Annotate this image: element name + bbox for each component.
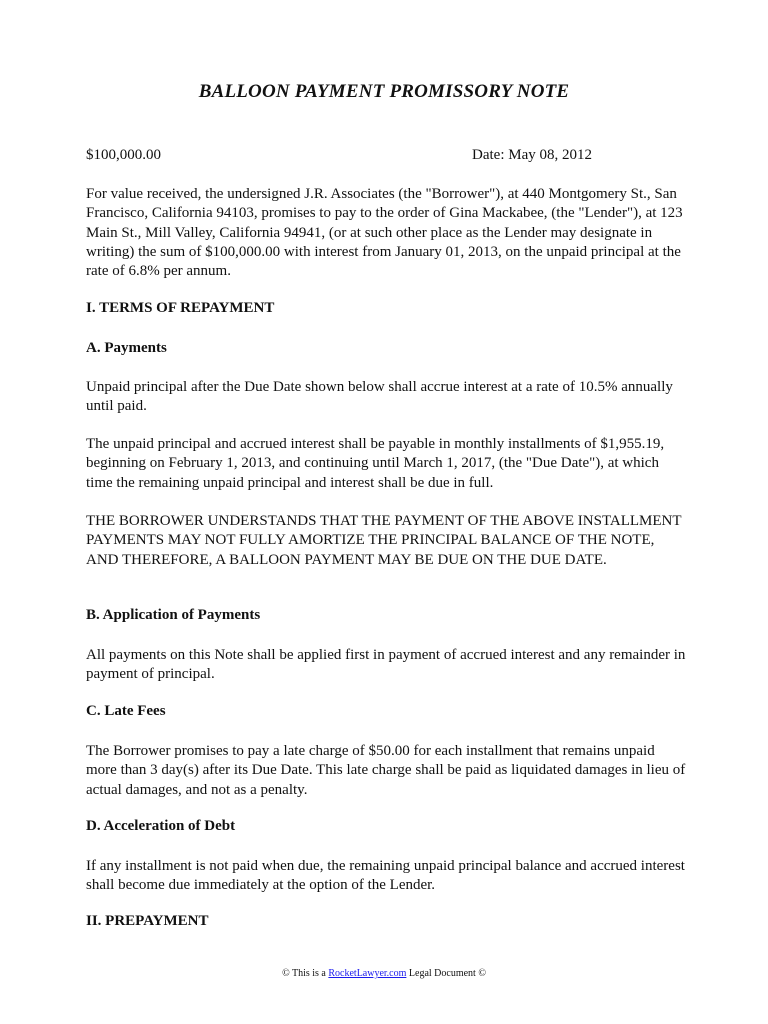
footer	[0, 968, 768, 979]
section-prepayment-heading: II. PREPAYMENT	[86, 913, 209, 929]
late-fees-heading: C. Late Fees	[86, 703, 166, 719]
document-date: Date: May 08, 2012	[472, 147, 592, 163]
balloon-warning-paragraph: THE BORROWER UNDERSTANDS THAT THE PAYMENT OF THE ABOVE INSTALLMENT PAYMENTS MAY NOT FULLY AMORTIZE THE PRINCIPAL BALANCE OF THE NOTE, AND THEREFORE, A BALLOON PAYMENT MAY BE DUE ON THE DUE DATE.	[86, 513, 682, 568]
principal-amount: $100,000.00	[86, 147, 161, 163]
footer-prefix: © This is a	[282, 968, 329, 979]
payments-paragraph-1: Unpaid principal after the Due Date shown below shall accrue interest at a rate of 10.5% annually until paid.	[86, 379, 673, 415]
section-terms-heading: I. TERMS OF REPAYMENT	[86, 300, 275, 316]
application-paragraph: All payments on this Note shall be applied first in payment of accrued interest and any remainder in payment of principal.	[86, 647, 686, 683]
intro-paragraph: For value received, the undersigned J.R. Associates (the "Borrower"), at 440 Montgomery St., San Francisco, California 94103, promises to pay to the order of Gina Mackabee, (the "Lender"), at 123 Main St., Mill Valley, California 94941, (or at such other place as the Lender may designate in writing) the sum of $100,000.00 with interest from January 01, 2013, on the unpaid principal at the rate of 6.8% per annum.	[86, 186, 683, 280]
payments-heading: A. Payments	[86, 340, 167, 356]
acceleration-heading: D. Acceleration of Debt	[86, 818, 236, 834]
document-title: BALLOON PAYMENT PROMISSORY NOTE	[198, 81, 570, 102]
late-fees-paragraph: The Borrower promises to pay a late charge of $50.00 for each installment that remains unpaid more than 3 day(s) after its Due Date. This late charge shall be paid as liquidated damages in lieu of actual damages, and not as a penalty.	[86, 743, 686, 798]
footer-suffix: Legal Document ©	[406, 968, 486, 979]
application-heading: B. Application of Payments	[86, 607, 261, 623]
acceleration-paragraph: If any installment is not paid when due, the remaining unpaid principal balance and accrued interest shall become due immediately at the option of the Lender.	[86, 858, 685, 894]
payments-paragraph-2: The unpaid principal and accrued interest shall be payable in monthly installments of $1,955.19, beginning on February 1, 2013, and continuing until March 1, 2017, (the "Due Date"), at which time the remaining unpaid principal and interest shall be due in full.	[86, 436, 665, 491]
rocketlawyer-link[interactable]: RocketLawyer.com	[328, 968, 407, 979]
